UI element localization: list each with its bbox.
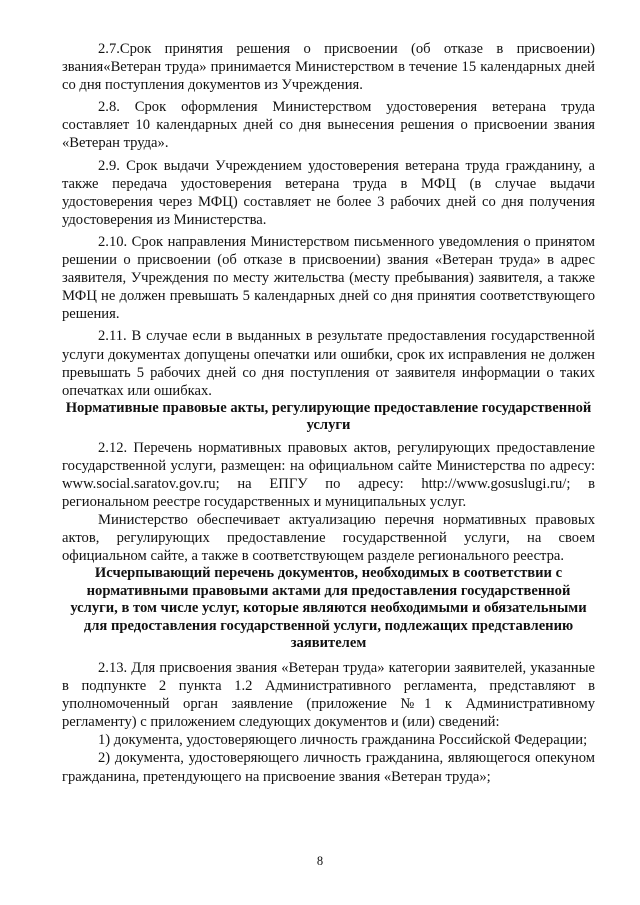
paragraph-2-12: 2.12. Перечень нормативных правовых актов, регулирующих предоставление государственной услуги, размещен: на официальном сайте Министерства по адресу: www.social.saratov.gov.ru; на ЕПГУ по адресу: http://www.gosuslugi.ru/; в региональном реестре государственных и муниципальных услуг. bbox=[62, 439, 595, 511]
paragraph-2-13: 2.13. Для присвоения звания «Ветеран труда» категории заявителей, указанные в подпункте 2 пункта 1.2 Административного регламента, представляют в уполномоченный орган заявление (приложение №1 к Административному регламенту) с приложением следующих документов и (или) сведений: bbox=[62, 659, 595, 731]
section-heading-legal-acts: Нормативные правовые акты, регулирующие предоставление государственной услуги bbox=[65, 399, 592, 434]
paragraph-2-11: 2.11. В случае если в выданных в результате предоставления государственной услуги документах допущены опечатки или ошибки, срок их исправления не должен превышать 5 рабочих дней со дня поступления от заявителя информации о таких опечатках или ошибках. bbox=[62, 328, 595, 399]
document-page bbox=[62, 40, 595, 786]
paragraph-2-7: 2.7.Срок принятия решения о присвоении (об отказе в присвоении) звания«Ветеран труда» принимается Министерством в течение 15 календарных дней со дня поступления документов из Учреждения. bbox=[62, 41, 595, 94]
paragraph-ministry-updates: Министерство обеспечивает актуализацию перечня нормативных правовых актов, регулирующих предоставление государственной услуги, на своем официальном сайте, а также в соответствующем разделе регионального реестра. bbox=[62, 512, 595, 565]
paragraph-2-8: 2.8. Срок оформления Министерством удостоверения ветерана труда составляет 10 календарных дней со дня вынесения решения о присвоении звания «Ветеран труда». bbox=[62, 99, 595, 152]
list-item-guardian-document: 2) документа, удостоверяющего личность гражданина, являющегося опекуном гражданина, претендующего на присвоение звания «Ветеран труда»; bbox=[62, 750, 595, 785]
list-item-identity-document: 1) документа, удостоверяющего личность гражданина Российской Федерации; bbox=[98, 732, 588, 749]
page-number: 8 bbox=[316, 854, 324, 868]
paragraph-2-9: 2.9. Срок выдачи Учреждением удостоверения ветерана труда гражданину, а также передача удостоверения ветерана труда в МФЦ (в случае выдачи удостоверения через МФЦ) составляет не более 3 рабочих дней со дня получения удостоверения из Министерства. bbox=[62, 157, 595, 228]
paragraph-2-10: 2.10. Срок направления Министерством письменного уведомления о принятом решении о присвоении (об отказе в присвоении) звания «Ветеран труда» в адрес заявителя, Учреждения по месту жительства (месту пребывания) заявителя, а также МФЦ не должен превышать 5 календарных дней со дня принятия соответствующего решения. bbox=[62, 233, 595, 323]
section-heading-documents-list: Исчерпывающий перечень документов, необходимых в соответствии с нормативными правовыми актами для предоставления государственной услуги, в том числе услуг, которые являются необходимыми и обязательными для предоставления государственной услуги, подлежащих представлению заявителем bbox=[70, 565, 587, 652]
